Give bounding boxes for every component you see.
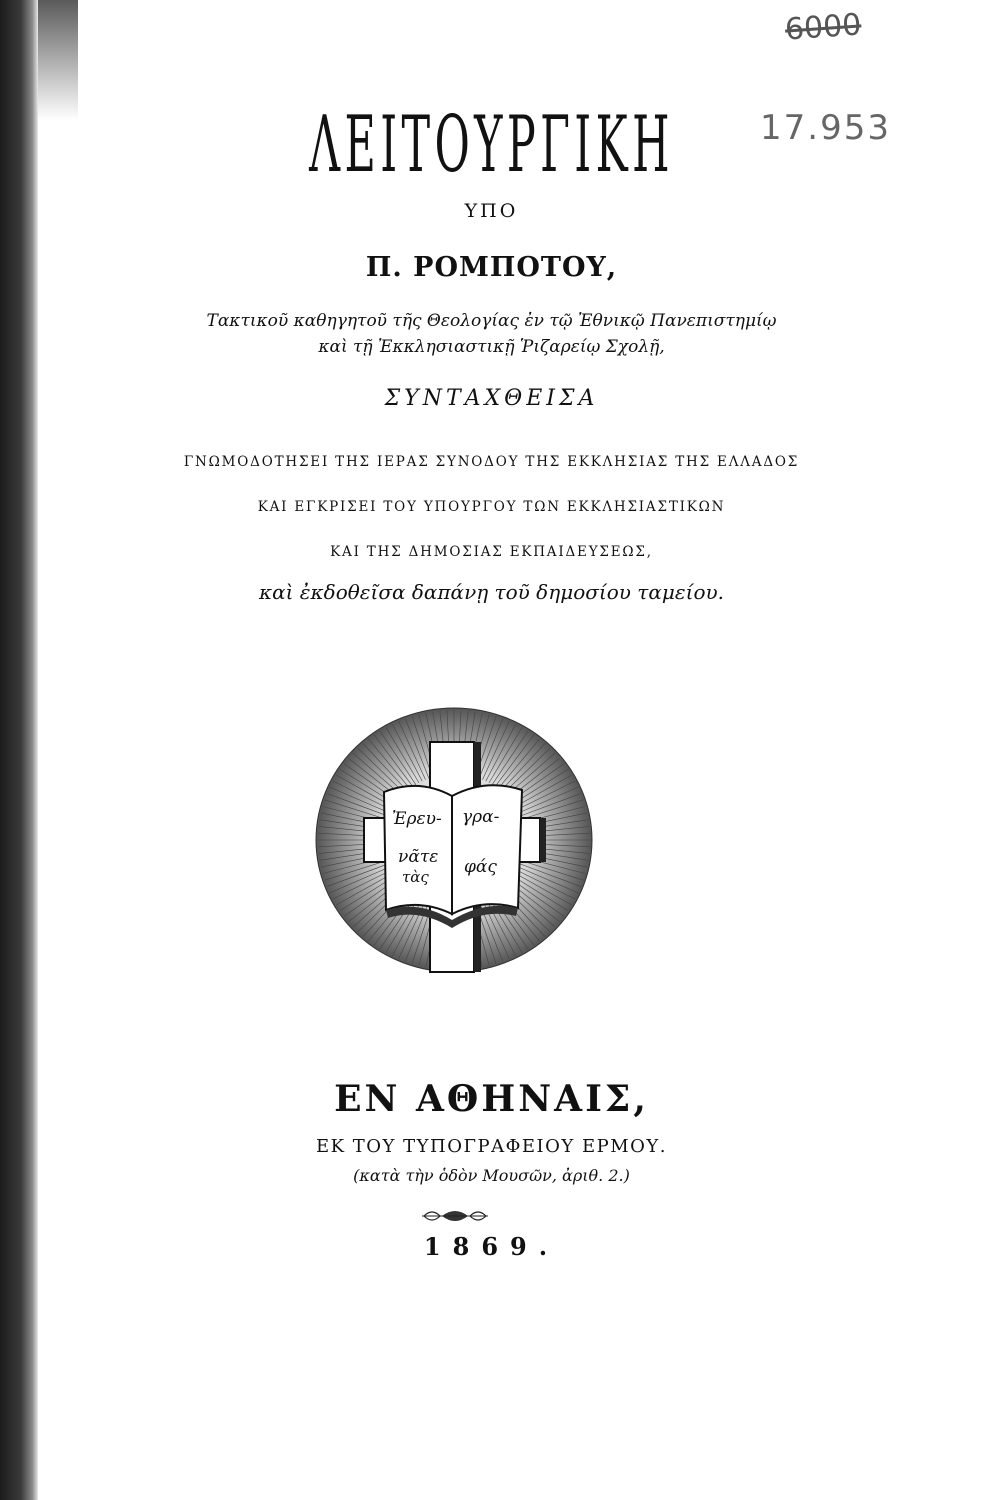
shelf-code-annotation: 6000 <box>783 7 863 48</box>
approval-line: ΓΝΩΜΟΔΟΤΗΣΕΙ ΤΗΣ ΙΕΡΑΣ ΣΥΝΟΔΟΥ ΤΗΣ ΕΚΚΛΗΣΙΑΣ ΤΗΣ ΕΛΛΑΔΟΣ <box>183 454 800 470</box>
book-title: ΛΕΙΤΟΥΡΓΙΚΗ <box>309 100 674 190</box>
author-name: Π. ΡΟΜΠΟΤΟΥ, <box>365 252 618 283</box>
author-credentials <box>0 308 983 360</box>
shelf-number-annotation: 17.953 <box>760 108 891 148</box>
credentials-line: Τακτικοῦ καθηγητοῦ τῆς Θεολογίας ἐν τῷ Ἐθνικῷ Πανεπιστημίῳ <box>206 311 777 331</box>
approval-line: ΚΑΙ ΤΗΣ ΔΗΜΟΣΙΑΣ ΕΚΠΑΙΔΕΥΣΕΩΣ, <box>330 544 653 560</box>
imprint-printer: ΕΚ ΤΟΥ ΤΥΠΟΓΡΑΦΕΙΟΥ ΕΡΜΟΥ. <box>315 1136 668 1157</box>
compiled-label: ΣΥΝΤΑΧΘΕΙΣΑ <box>384 386 599 411</box>
bible-text-left-2: νᾶτε <box>398 847 439 867</box>
printers-ornament-icon <box>420 1206 490 1226</box>
by-label: ΥΠΟ <box>464 200 519 222</box>
imprint-place: ΕΝ ΑΘΗΝΑΙΣ, <box>334 1078 649 1120</box>
imprint-address: (κατὰ τὴν ὁδὸν Μουσῶν, ἀριθ. 2.) <box>353 1166 630 1185</box>
page-edge-corner <box>38 0 78 120</box>
bible-text-left-1: Ἐρευ- <box>392 809 442 829</box>
page-edge-shadow <box>0 0 38 1500</box>
publication-note: καὶ ἐκδοθεῖσα δαπάνῃ τοῦ δημοσίου ταμείου. <box>258 580 724 604</box>
bible-text-right-2: φάς <box>464 857 497 877</box>
cross-and-bible-emblem <box>304 700 604 980</box>
approval-line: ΚΑΙ ΕΓΚΡΙΣΕΙ ΤΟΥ ΥΠΟΥΡΓΟΥ ΤΩΝ ΕΚΚΛΗΣΙΑΣΤΙΚΩΝ <box>257 499 726 515</box>
bible-text-left-3: τὰς <box>402 868 429 886</box>
credentials-line: καὶ τῇ Ἐκκλησιαστικῇ Ῥιζαρείῳ Σχολῇ, <box>318 337 665 357</box>
approval-statement <box>0 440 983 575</box>
publication-year: 1869. <box>423 1232 560 1261</box>
bible-text-right-1: γρα- <box>462 807 500 827</box>
